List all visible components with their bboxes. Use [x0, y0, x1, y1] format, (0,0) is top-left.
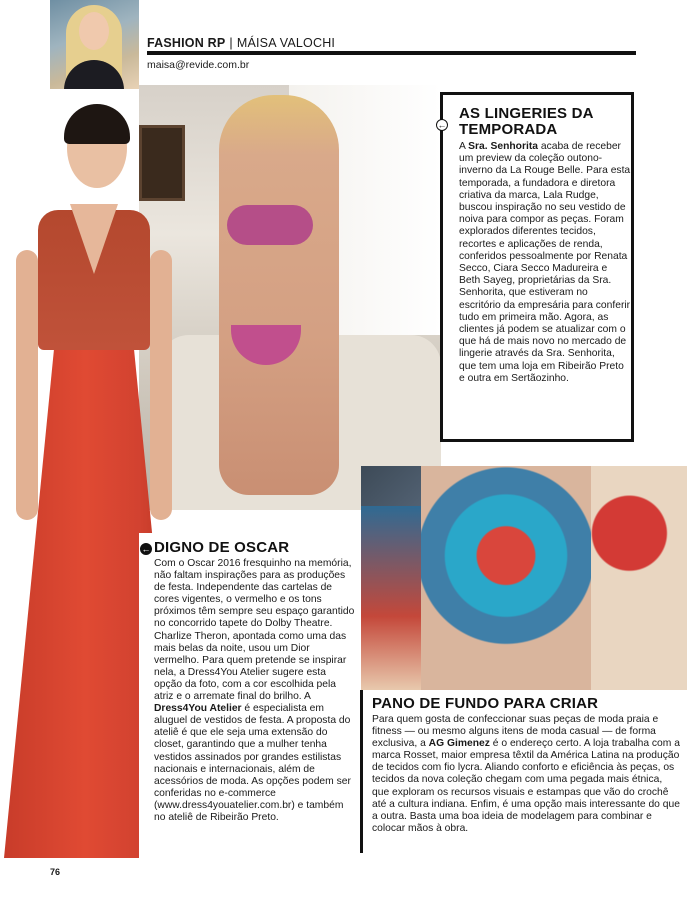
page-number: 76: [50, 867, 61, 877]
fundo-headline: PANO DE FUNDO PARA CRIAR: [372, 695, 599, 712]
label-separator: |: [229, 36, 233, 50]
fundo-body-text: [372, 714, 682, 835]
circle-arrow-left-icon: ←: [141, 543, 151, 554]
oscar-body-part1: Com o Oscar 2016 fresquinho na memória, não faltam inspirações para as produções de festa. Independente das cartelas de cores vigentes, o vermelho e os tons próximos têm sempre seu espaço garantido no concorrido tapete do Dolby Theatre. Charlize Theron, apontada como uma das mais belas da noite, usou um Dior vermelho. Para quem pretende se inspirar nela, a Dress4You Atelier sugere esta opção da foto, com a cor escolhida pela atriz e o arremate final do brilho. A: [154, 558, 355, 703]
columnist-name: MÁISA VALOCHI: [236, 36, 336, 50]
column-label: [147, 36, 335, 50]
circle-arrow-left-icon: ←: [437, 119, 447, 130]
lingerie-body: acaba de receber um preview da coleção outono-inverno da La Rouge Belle. Para esta temporada, a fundadora e diretora criativa da marca, Lala Rudge, buscou inspiração no seu vestido de noiva para compor as peças. Foram explorados diferentes tecidos, recortes e aplicações de renda, conferidos pessoalmente por Renata Secco, Ciara Secco Madureira e Beth Sayeg, proprietárias da Sra. Senhorita, que estiveram no escritório da empresária para conferir tudo em primeira mão. Agora, as clientes já podem se atualizar com o que há de mais novo no mercado de lingerie através da Sra. Senhorita, que tem uma loja em Ribeirão Preto e outra em Sertãozinho.: [459, 141, 631, 384]
lingerie-headline-line1: AS LINGERIES DA: [459, 105, 594, 122]
fundo-body-part1: Para quem gosta de confeccionar suas peças de moda praia e fitness — ou mesmo alguns itens de moda casual — de forma exclusiva, a: [372, 714, 659, 750]
tattoo-print-fabric-photo: [361, 466, 687, 690]
fundo-store-name: AG Gimenez: [428, 738, 490, 750]
oscar-body-part2: é especialista em aluguel de vestidos de festa. A proposta do ateliê é que ele seja uma extensão do closet, garantindo que a mulher tenha vestidos assinados por grandes estilistas nacionais e internacionais, além de acessórios de moda. As opções podem ser conferidas no e-commerce (www.dress4youatelier.com.br) e também no ateliê de Ribeirão Preto.: [154, 703, 351, 823]
section-divider-rule: [360, 690, 363, 853]
section-name: FASHION RP: [147, 36, 226, 50]
lingerie-intro: A: [459, 141, 469, 152]
oscar-body-text: [154, 558, 355, 824]
header-rule: [147, 51, 636, 55]
lingerie-store-name: Sra. Senhorita: [468, 141, 538, 152]
fundo-body-part2: é o endereço certo. A loja trabalha com a marca Rosset, maior empresa têxtil da América Latina na produção de tecidos com fio lycra. Aliando conforto e eficiência às peças, os tecidos da nova coleção chegam com uma pegada mais étnica, que exploram os recursos visuais e estampas que vão do crochê até a cultura indiana. Enfim, é uma opção mais interessante do que a outra. Basta uma boa ideia de modelagem para combinar e colocar mãos à obra.: [372, 738, 680, 834]
columnist-photo: [50, 0, 139, 89]
lingerie-headline-line2: TEMPORADA: [459, 121, 558, 138]
oscar-headline: DIGNO DE OSCAR: [154, 539, 290, 556]
lingerie-headline: [459, 106, 631, 138]
lingerie-body-text: [459, 141, 631, 385]
oscar-store-name: Dress4You Atelier: [154, 703, 242, 715]
columnist-email: maisa@revide.com.br: [147, 59, 250, 71]
